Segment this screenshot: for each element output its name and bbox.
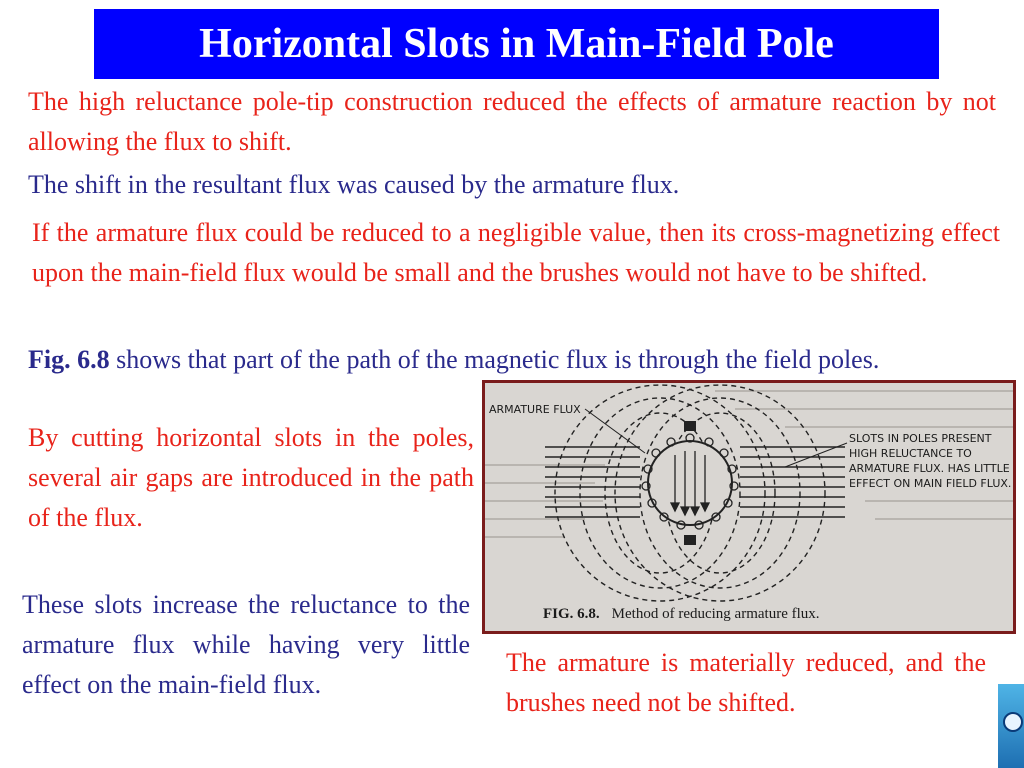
figure-caption (543, 606, 820, 623)
armature-flux-label: ARMATURE FLUX (489, 403, 581, 416)
paragraph-armature-reduced: If the armature flux could be reduced to a negligible value, then its cross-magnetizing effect upon the main-field flux would be small and the brushes would not have to be shifted. (32, 218, 1000, 287)
fig-reference-text: shows that part of the path of the magnetic flux is through the field poles. (109, 345, 880, 374)
figure-caption-text: Method of reducing armature flux. (611, 606, 820, 622)
paragraph-slot-reluctance: These slots increase the reluctance to the armature flux while having very little effect on the main-field flux. (22, 590, 470, 699)
brush-bottom (684, 535, 696, 545)
paragraph-fig-reference (28, 340, 996, 380)
paragraph-flux-shift: The shift in the resultant flux was caused by the armature flux. (28, 170, 680, 199)
brush-top (684, 421, 696, 431)
slots-label: SLOTS IN POLES PRESENT HIGH RELUCTANCE TO ARMATURE FLUX. HAS LITTLE EFFECT ON MAIN FIELD FLUX. (849, 432, 1012, 490)
corner-logo-icon (998, 684, 1024, 768)
figure-caption-number: FIG. 6.8. (543, 606, 600, 622)
armature-flux-diagram (485, 383, 1013, 631)
page-title: Horizontal Slots in Main-Field Pole (94, 9, 939, 79)
figure-6-8 (482, 380, 1016, 634)
paragraph-brushes: The armature is materially reduced, and the brushes need not be shifted. (506, 648, 986, 717)
paragraph-pole-tip: The high reluctance pole-tip construction reduced the effects of armature reaction by not allowing the flux to shift. (28, 87, 996, 156)
paragraph-horizontal-slots: By cutting horizontal slots in the poles, several air gaps are introduced in the path of the flux. (28, 423, 474, 532)
fig-reference-bold: Fig. 6.8 (28, 345, 110, 374)
